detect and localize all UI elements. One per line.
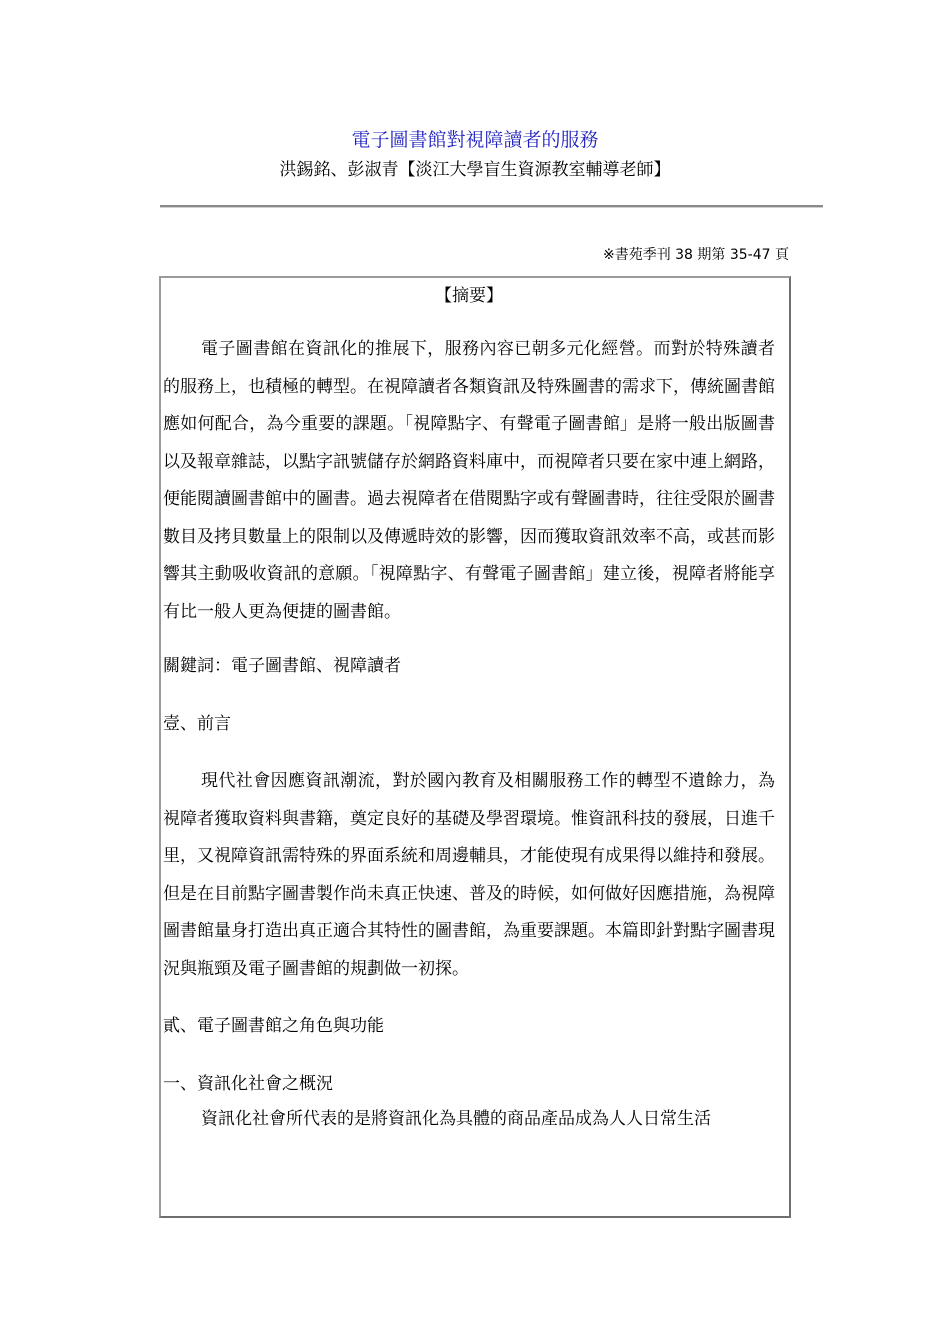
section2-heading: 貳、電子圖書館之角色與功能 [163,1016,384,1036]
abstract-heading: 【摘要】 [435,286,503,306]
document-authors: 洪錫銘、彭淑青【淡江大學盲生資源教室輔導老師】 [279,160,671,180]
keywords-line: 關鍵詞：電子圖書館、視障讀者 [163,656,401,676]
section2-paragraph: 資訊化社會所代表的是將資訊化為具體的商品產品成為人人日常生活 [201,1109,711,1129]
document-title: 電子圖書館對視障讀者的服務 [351,129,599,151]
source-citation: ※書苑季刊 38 期第 35-47 頁 [602,247,789,263]
section1-heading: 壹、前言 [163,713,231,734]
article-frame [159,276,791,1218]
horizontal-rule [160,205,823,208]
section1-paragraph: 現代社會因應資訊潮流，對於國內教育及相關服務工作的轉型不遺餘力，為視障者獲取資料與書籍，奠定良好的基礎及學習環境。惟資訊科技的發展，日進千里，又視障資訊需特殊的界面系統和周邊輔具，才能使現有成果得以維持和發展。但是在目前點字圖書製作尚未真正快速、普及的時候，如何做好因應措施，為視障圖書館量身打造出真正適合其特性的圖書館，為重要課題。本篇即針對點字圖書現況與瓶頸及電子圖書館的規劃做一初探。 [163,771,775,979]
article-body [163,278,775,1139]
section2-subheading: 一、資訊化社會之概況 [163,1073,333,1094]
abstract-paragraph: 電子圖書館在資訊化的推展下，服務內容已朝多元化經營。而對於特殊讀者的服務上，也積極的轉型。在視障讀者各類資訊及特殊圖書的需求下，傳統圖書館應如何配合，為今重要的課題。「視障點字、有聲電子圖書館」是將一般出版圖書以及報章雜誌，以點字訊號儲存於網路資料庫中，而視障者只要在家中連上網路，便能閱讀圖書館中的圖書。過去視障者在借閱點字或有聲圖書時，往往受限於圖書數目及拷貝數量上的限制以及傳遞時效的影響，因而獲取資訊效率不高，或甚而影響其主動吸收資訊的意願。「視障點字、有聲電子圖書館」建立後，視障者將能享有比一般人更為便捷的圖書館。 [163,339,775,622]
